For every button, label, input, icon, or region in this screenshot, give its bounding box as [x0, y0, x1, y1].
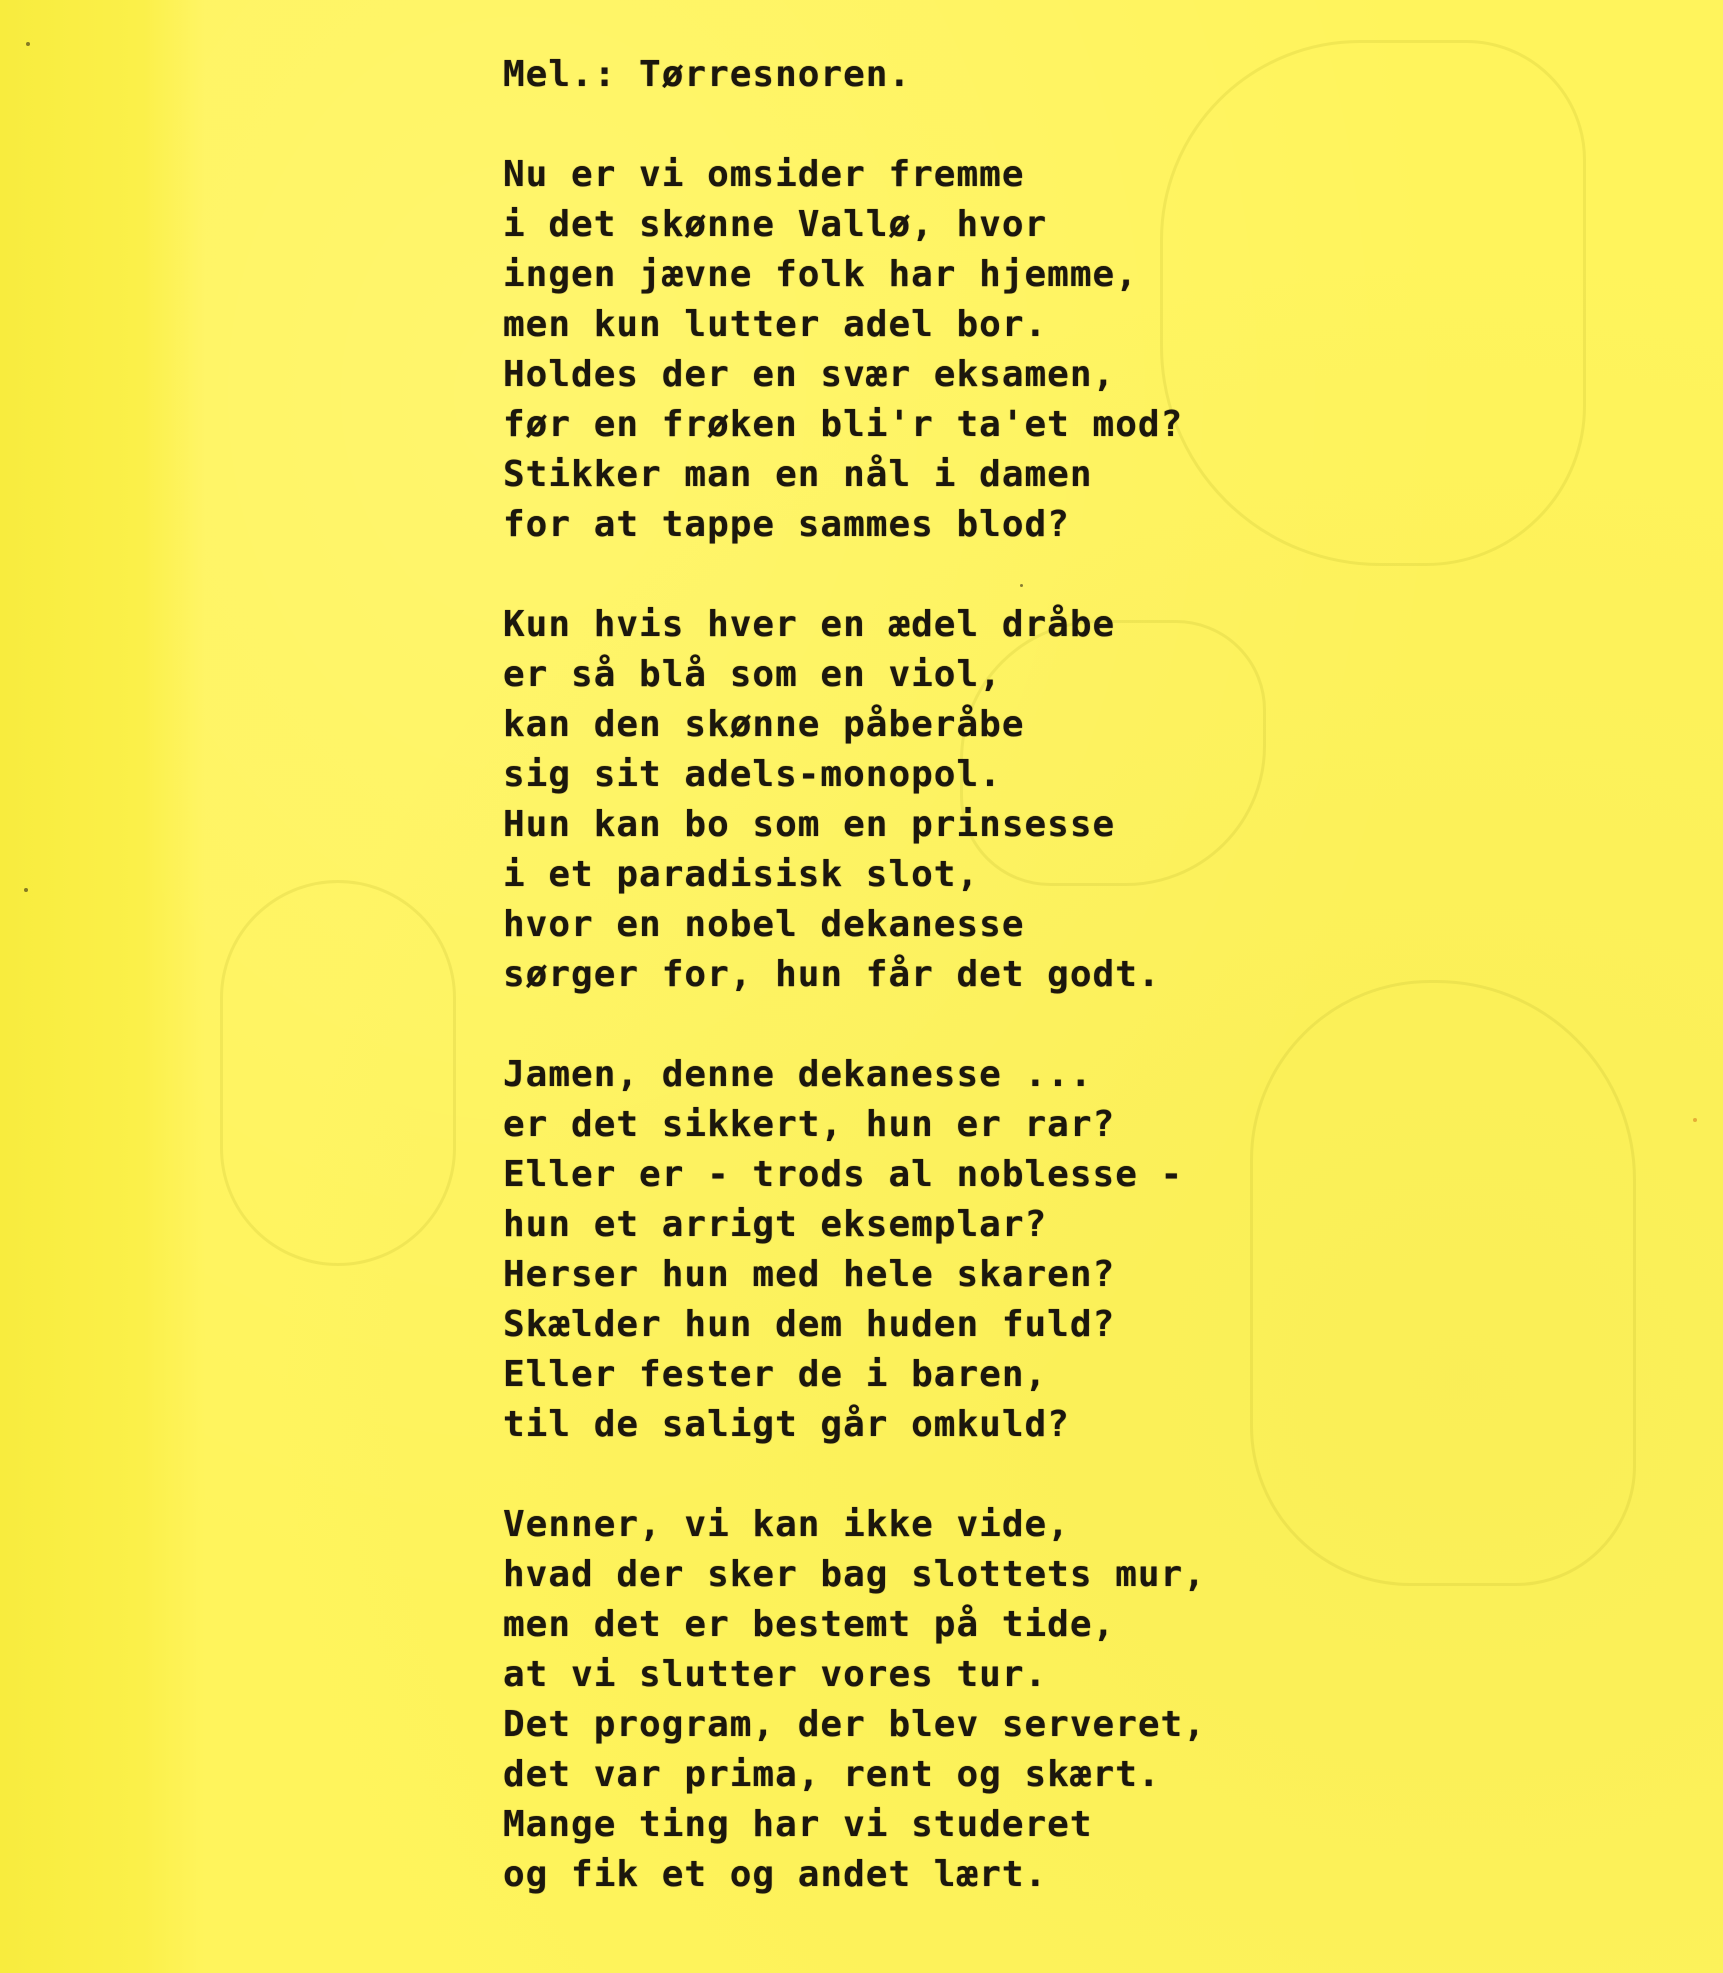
verse-line: Jamen, denne dekanesse ...	[503, 1054, 1093, 1095]
verse-line: Venner, vi kan ikke vide,	[503, 1504, 1070, 1545]
verse-line: i et paradisisk slot,	[503, 854, 980, 895]
song-text	[503, 50, 1503, 1950]
verse-line: før en frøken bli'r ta'et mod?	[503, 404, 1184, 445]
paper-edge-shade	[0, 0, 205, 1973]
verse-line: sørger for, hun får det godt.	[503, 954, 1161, 995]
verse-line: det var prima, rent og skært.	[503, 1754, 1161, 1795]
show-through-illustration	[220, 880, 456, 1266]
verse-line: men det er bestemt på tide,	[503, 1604, 1116, 1645]
ink-speck	[1693, 1118, 1697, 1122]
verse-line: hvor en nobel dekanesse	[503, 904, 1025, 945]
verse-line: Hun kan bo som en prinsesse	[503, 804, 1116, 845]
verse-line: hun et arrigt eksemplar?	[503, 1204, 1048, 1245]
verse-line: er det sikkert, hun er rar?	[503, 1104, 1116, 1145]
verse-line: Skælder hun dem huden fuld?	[503, 1304, 1116, 1345]
verse-line: Herser hun med hele skaren?	[503, 1254, 1116, 1295]
verse-line: Det program, der blev serveret,	[503, 1704, 1206, 1745]
melody-line: Mel.: Tørresnoren.	[503, 54, 912, 95]
verse-line: hvad der sker bag slottets mur,	[503, 1554, 1206, 1595]
stanza-1	[503, 150, 1503, 550]
verse-line: i det skønne Vallø, hvor	[503, 204, 1048, 245]
verse-line: for at tappe sammes blod?	[503, 504, 1070, 545]
verse-line: og fik et og andet lært.	[503, 1854, 1048, 1895]
verse-line: men kun lutter adel bor.	[503, 304, 1048, 345]
stanza-3	[503, 1050, 1503, 1450]
verse-line: er så blå som en viol,	[503, 654, 1002, 695]
verse-line: Holdes der en svær eksamen,	[503, 354, 1116, 395]
verse-line: Kun hvis hver en ædel dråbe	[503, 604, 1116, 645]
ink-speck	[24, 888, 28, 892]
verse-line: Mange ting har vi studeret	[503, 1804, 1093, 1845]
verse-line: sig sit adels-monopol.	[503, 754, 1002, 795]
verse-line: Stikker man en nål i damen	[503, 454, 1093, 495]
verse-line: at vi slutter vores tur.	[503, 1654, 1048, 1695]
stanza-2	[503, 600, 1503, 1000]
verse-line: kan den skønne påberåbe	[503, 704, 1025, 745]
stanza-4	[503, 1500, 1503, 1900]
verse-line: Eller fester de i baren,	[503, 1354, 1048, 1395]
ink-speck	[26, 42, 30, 46]
verse-line: ingen jævne folk har hjemme,	[503, 254, 1138, 295]
verse-line: til de saligt går omkuld?	[503, 1404, 1070, 1445]
verse-line: Nu er vi omsider fremme	[503, 154, 1025, 195]
verse-line: Eller er - trods al noblesse -	[503, 1154, 1184, 1195]
